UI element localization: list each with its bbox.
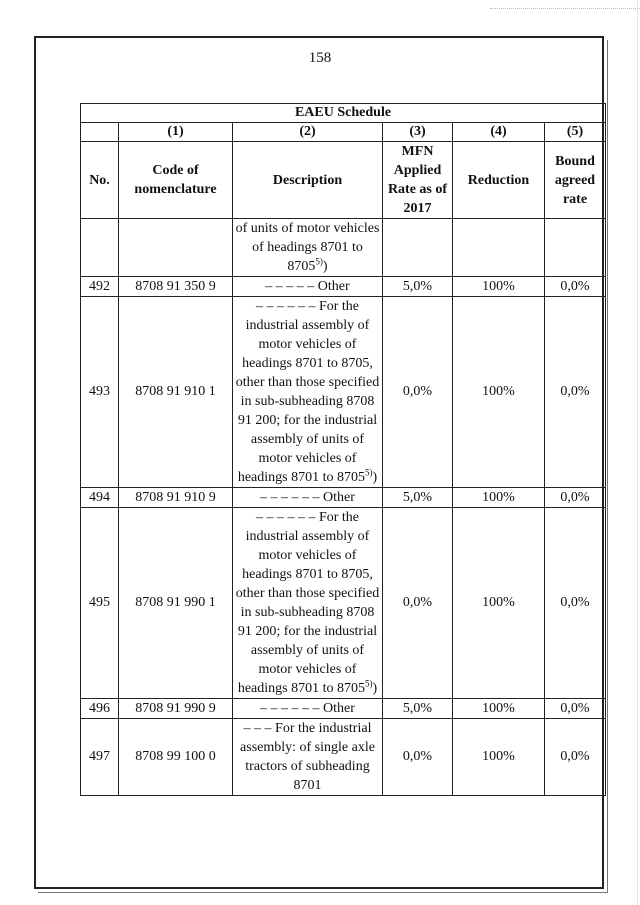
row-mfn: 0,0% [383,297,453,488]
column-number-row [81,123,606,142]
row-code: 8708 91 990 1 [119,508,233,699]
table-title: EAEU Schedule [81,104,606,123]
header-row [81,142,606,219]
table-row [81,277,606,297]
row-bound: 0,0% [545,277,606,297]
column-number: (4) [453,123,545,142]
header-no: No. [81,142,119,219]
header-reduction: Reduction [453,142,545,219]
page-number: 158 [308,50,332,66]
column-number: (2) [233,123,383,142]
footnote-mark: 5) [364,467,373,478]
row-description: – – – For the industrial assembly: of single axle tractors of subheading 8701 [233,719,383,796]
row-mfn: 5,0% [383,488,453,508]
row-reduction: 100% [453,297,545,488]
row-description: – – – – – – For the industrial assembly of motor vehicles of headings 8701 to 8705, other than those specified in sub-subheading 8708 91 200; for the industrial assembly of units of motor vehicles of headings 8701 to 8705$^{5)}$) [233,508,383,699]
column-number: (1) [119,123,233,142]
footnote-mark: 5) [364,678,373,689]
row-no: 493 [81,297,119,488]
row-description: – – – – – – Other [233,699,383,719]
column-number-empty [81,123,119,142]
row-no: 494 [81,488,119,508]
row-code: 8708 91 990 9 [119,699,233,719]
row-mfn: 5,0% [383,699,453,719]
row-bound: 0,0% [545,297,606,488]
header-description: Description [233,142,383,219]
row-mfn: 5,0% [383,277,453,297]
row-code: 8708 91 910 1 [119,297,233,488]
row-reduction: 100% [453,277,545,297]
header-code: Code of nomenclature [119,142,233,219]
row-code: 8708 91 910 9 [119,488,233,508]
header-mfn: MFN Applied Rate as of 2017 [383,142,453,219]
table-row [81,488,606,508]
row-description: – – – – – Other [233,277,383,297]
row-reduction: 100% [453,699,545,719]
row-code: 8708 91 350 9 [119,277,233,297]
header-bound: Bound agreed rate [545,142,606,219]
row-reduction: 100% [453,719,545,796]
column-number: (5) [545,123,606,142]
table-title-row [81,104,606,123]
row-no: 496 [81,699,119,719]
table-row [81,508,606,699]
row-code: 8708 99 100 0 [119,719,233,796]
row-no: 492 [81,277,119,297]
table-row [81,719,606,796]
row-bound: 0,0% [545,488,606,508]
row-no: 497 [81,719,119,796]
row-reduction: 100% [453,488,545,508]
eaeu-schedule-table [80,103,606,796]
row-mfn: 0,0% [383,508,453,699]
row-description: – – – – – – Other [233,488,383,508]
row-no: 495 [81,508,119,699]
footnote-mark: 5) [315,256,323,267]
row-bound: 0,0% [545,699,606,719]
scan-artifact-top [490,8,640,10]
row-description: – – – – – – For the industrial assembly of motor vehicles of headings 8701 to 8705, other than those specified in sub-subheading 8708 91 200; for the industrial assembly of units of motor vehicles of headings 8701 to 8705$^{5)}$) [233,297,383,488]
row-bound: 0,0% [545,719,606,796]
row-mfn: 0,0% [383,719,453,796]
scan-artifact-edge [636,0,638,905]
table-row [81,699,606,719]
row-reduction: 100% [453,508,545,699]
column-number: (3) [383,123,453,142]
continuation-row [81,219,606,277]
continuation-description: of units of motor vehicles of headings 8701 to 8705$^{5)}$) [233,219,383,277]
table-row [81,297,606,488]
row-bound: 0,0% [545,508,606,699]
